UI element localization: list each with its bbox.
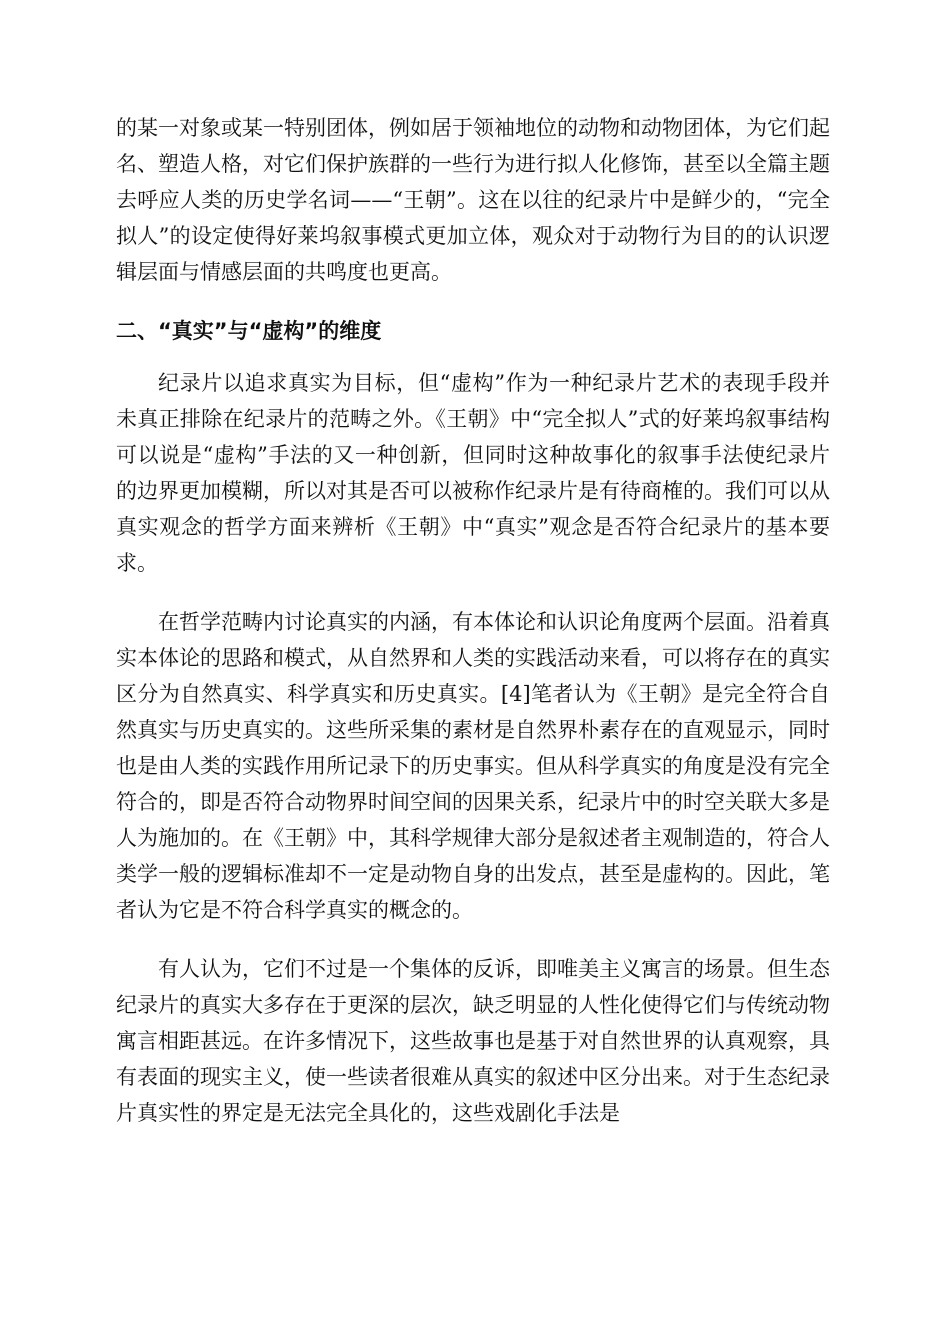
section-heading: 二、“真实”与“虚构”的维度 bbox=[116, 319, 382, 343]
paragraph-philosophy-truth: 在哲学范畴内讨论真实的内涵，有本体论和认识论角度两个层面。沿着真实本体论的思路和模式，从自然界和人类的实践活动来看，可以将存在的真实区分为自然真实、科学真实和历史真实。[4]笔者认为《王朝》是完全符合自然真实与历史真实的。这些所采集的素材是自然界朴素存在的直观显示，同时也是由人类的实践作用所记录下的历史事实。但从科学真实的角度是没有完全符合的，即是否符合动物界时间空间的因果关系，纪录片中的时空关联大多是人为施加的。在《王朝》中，其科学规律大部分是叙述者主观制造的，符合人类学一般的逻辑标准却不一定是动物自身的出发点，甚至是虚构的。因此，笔者认为它是不符合科学真实的概念的。 bbox=[116, 610, 830, 922]
paragraph-fiction-dimension: 纪录片以追求真实为目标，但“虚构”作为一种纪录片艺术的表现手段并未真正排除在纪录片的范畴之外。《王朝》中“完全拟人”式的好莱坞叙事结构可以说是“虚构”手法的又一种创新，但同时这种故事化的叙事手法使纪录片的边界更加模糊，所以对其是否可以被称作纪录片是有待商榷的。我们可以从真实观念的哲学方面来辨析《王朝》中“真实”观念是否符合纪录片的基本要求。 bbox=[116, 371, 830, 575]
document-page bbox=[116, 110, 830, 1154]
paragraph-aesthetic-fable: 有人认为，它们不过是一个集体的反诉，即唯美主义寓言的场景。但生态纪录片的真实大多存在于更深的层次，缺乏明显的人性化使得它们与传统动物寓言相距甚远。在许多情况下，这些故事也是基于对自然世界的认真观察，具有表面的现实主义，使一些读者很难从真实的叙述中区分出来。对于生态纪录片真实性的界定是无法完全具化的，这些戏剧化手法是 bbox=[116, 957, 830, 1125]
paragraph-continued: 的某一对象或某一特别团体，例如居于领袖地位的动物和动物团体，为它们起名、塑造人格，对它们保护族群的一些行为进行拟人化修饰，甚至以全篇主题去呼应人类的历史学名词——“王朝”。这在以往的纪录片中是鲜少的，“完全拟人”的设定使得好莱坞叙事模式更加立体，观众对于动物行为目的的认识逻辑层面与情感层面的共鸣度也更高。 bbox=[116, 116, 830, 284]
